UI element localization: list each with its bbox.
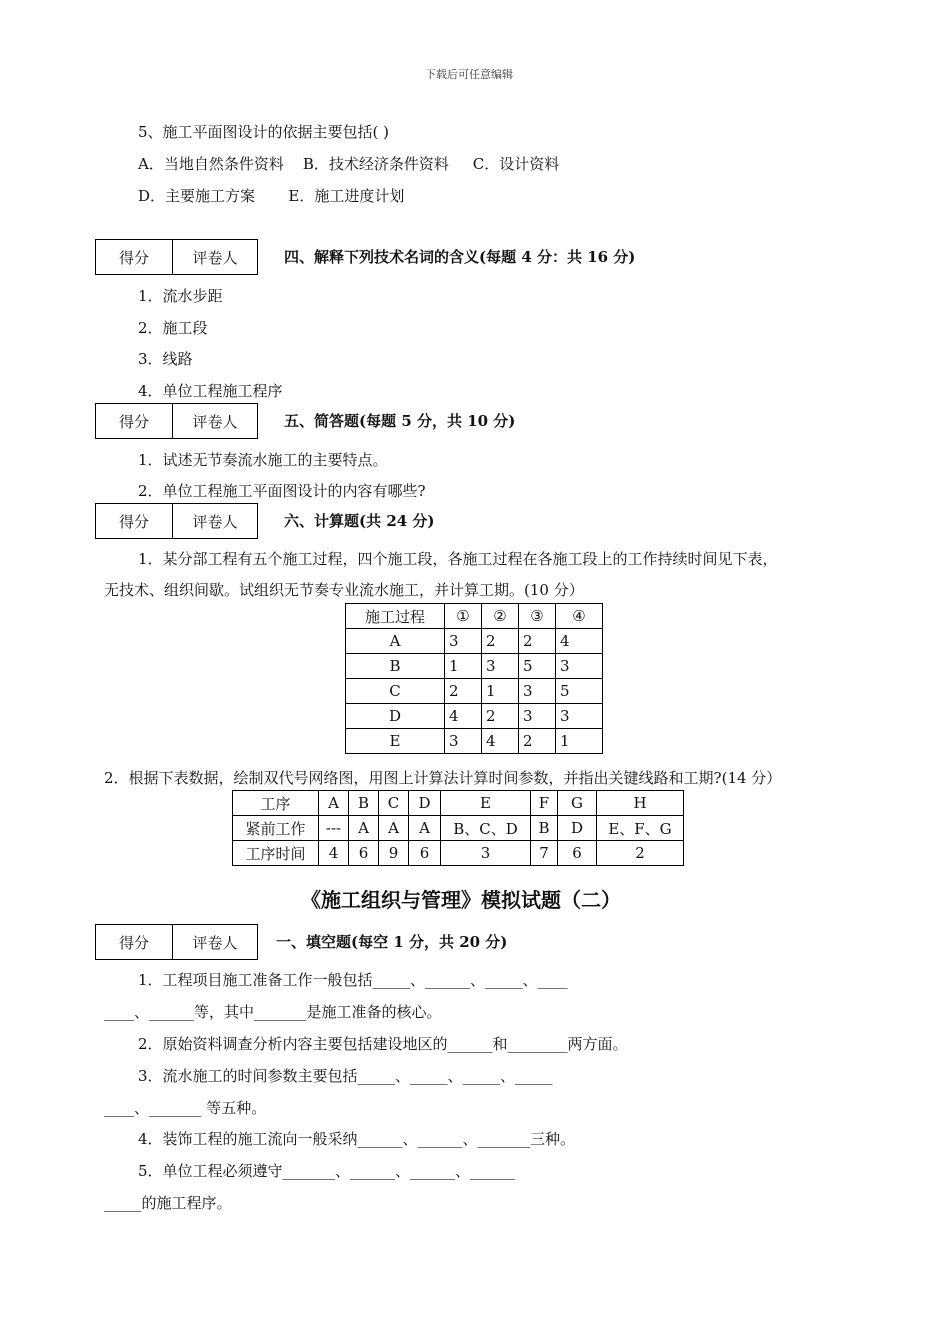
network-table <box>232 790 684 866</box>
fill-blank-line: 1．工程项目施工准备工作一般包括_____、______、_____、____ <box>138 971 568 989</box>
fill-blank-line: 4．装饰工程的施工流向一般采纳______、______、_______三种。 <box>138 1130 576 1148</box>
table-row <box>346 629 603 654</box>
table-cell: D <box>346 704 445 729</box>
table-cell: 6 <box>409 841 441 866</box>
table-cell: 3 <box>556 654 603 679</box>
table-cell: 3 <box>519 679 556 704</box>
table-header: ① <box>445 604 482 629</box>
section5-item: 1．试述无节奏流水施工的主要特点。 <box>138 451 388 469</box>
table-row <box>233 816 684 841</box>
table-row <box>346 679 603 704</box>
table-cell: 2 <box>482 704 519 729</box>
section6-q2: 2．根据下表数据，绘制双代号网络图，用图上计算法计算时间参数，并指出关键线路和工期?(14 分） <box>104 769 782 787</box>
table-cell: 4 <box>556 629 603 654</box>
table-cell: 5 <box>519 654 556 679</box>
fill-blank-line: _____的施工程序。 <box>104 1194 232 1212</box>
table-cell: 3 <box>441 841 531 866</box>
grader-label: 评卷人 <box>192 412 238 431</box>
score-label: 得分 <box>96 240 173 274</box>
score-box <box>95 503 258 539</box>
table-cell: A <box>349 816 379 841</box>
table-row <box>346 704 603 729</box>
grader-label: 评卷人 <box>192 933 238 952</box>
table-cell: B、C、D <box>441 816 531 841</box>
table-cell: 7 <box>531 841 558 866</box>
table-cell: 3 <box>445 629 482 654</box>
table-header: ② <box>482 604 519 629</box>
score-box <box>95 239 258 275</box>
section5-title: 五、简答题(每题 5 分，共 10 分) <box>284 412 516 430</box>
section4-item: 4．单位工程施工程序 <box>138 382 283 400</box>
duration-table <box>345 603 603 754</box>
table-cell: F <box>531 791 558 816</box>
table-cell: --- <box>319 816 349 841</box>
table-row <box>233 841 684 866</box>
table-cell: 3 <box>482 654 519 679</box>
section6-q1-line2: 无技术、组织间歇。试组织无节奏专业流水施工，并计算工期。(10 分） <box>104 581 584 599</box>
section6-q1-line1: 1．某分部工程有五个施工过程，四个施工段，各施工过程在各施工段上的工作持续时间见下表， <box>138 550 778 568</box>
table-cell: H <box>597 791 684 816</box>
fill-blank-line: 3．流水施工的时间参数主要包括_____、_____、_____、_____ <box>138 1067 553 1085</box>
score-box <box>95 403 258 439</box>
table-cell: 4 <box>482 729 519 754</box>
table-cell: 1 <box>556 729 603 754</box>
table-cell: B <box>346 654 445 679</box>
table-cell: 2 <box>445 679 482 704</box>
table-cell: B <box>531 816 558 841</box>
score-label: 得分 <box>96 504 173 538</box>
table-cell: G <box>558 791 597 816</box>
table-header: ③ <box>519 604 556 629</box>
table-cell: A <box>319 791 349 816</box>
table-cell: A <box>379 816 409 841</box>
table-cell: 2 <box>482 629 519 654</box>
table-cell: 6 <box>349 841 379 866</box>
score-box <box>95 924 258 960</box>
table-cell: 6 <box>558 841 597 866</box>
table-cell: 3 <box>556 704 603 729</box>
table-cell: 工序时间 <box>233 841 319 866</box>
table-cell: E <box>441 791 531 816</box>
section4-item: 2．施工段 <box>138 319 208 337</box>
table-cell: 3 <box>445 729 482 754</box>
header-note: 下载后可任意编辑 <box>425 68 513 81</box>
table-cell: 1 <box>445 654 482 679</box>
table-cell: 2 <box>519 729 556 754</box>
table-row <box>346 729 603 754</box>
section5-item: 2．单位工程施工平面图设计的内容有哪些? <box>138 482 426 500</box>
table-cell: 5 <box>556 679 603 704</box>
table-cell: C <box>379 791 409 816</box>
table-cell: E、F、G <box>597 816 684 841</box>
table-cell: E <box>346 729 445 754</box>
q5-options-line1: A．当地自然条件资料 B．技术经济条件资料 C．设计资料 <box>138 155 560 173</box>
table-header: 施工过程 <box>346 604 445 629</box>
section4-item: 3．线路 <box>138 350 193 368</box>
grader-label: 评卷人 <box>192 248 238 267</box>
table-cell: 2 <box>519 629 556 654</box>
section4-title: 四、解释下列技术名词的含义(每题 4 分：共 16 分) <box>284 248 636 266</box>
grader-label: 评卷人 <box>192 512 238 531</box>
table-cell: 3 <box>519 704 556 729</box>
q5-options-line2: D．主要施工方案 E．施工进度计划 <box>138 187 405 205</box>
table-row <box>346 604 603 629</box>
table-cell: 工序 <box>233 791 319 816</box>
table-cell: 4 <box>445 704 482 729</box>
exam2-title: 《施工组织与管理》模拟试题（二） <box>301 888 621 912</box>
fill-blank-line: 2．原始资料调查分析内容主要包括建设地区的______和________两方面。 <box>138 1035 628 1053</box>
table-row <box>233 791 684 816</box>
table-cell: D <box>409 791 441 816</box>
exam2-section1-title: 一、填空题(每空 1 分，共 20 分) <box>276 933 508 951</box>
fill-blank-line: 5．单位工程必须遵守_______、______、______、______ <box>138 1162 516 1180</box>
table-cell: 紧前工作 <box>233 816 319 841</box>
table-cell: C <box>346 679 445 704</box>
table-cell: 4 <box>319 841 349 866</box>
score-label: 得分 <box>96 404 173 438</box>
table-cell: 9 <box>379 841 409 866</box>
section6-title: 六、计算题(共 24 分) <box>284 512 435 530</box>
table-cell: 1 <box>482 679 519 704</box>
score-label: 得分 <box>96 925 173 959</box>
fill-blank-line: ____、_______ 等五种。 <box>104 1099 267 1117</box>
table-header: ④ <box>556 604 603 629</box>
table-row <box>346 654 603 679</box>
table-cell: B <box>349 791 379 816</box>
fill-blank-line: ____、______等，其中_______是施工准备的核心。 <box>104 1003 442 1021</box>
table-cell: 2 <box>597 841 684 866</box>
table-cell: A <box>409 816 441 841</box>
section4-item: 1．流水步距 <box>138 287 223 305</box>
q5-stem: 5、施工平面图设计的依据主要包括( ) <box>138 123 390 141</box>
table-cell: D <box>558 816 597 841</box>
table-cell: A <box>346 629 445 654</box>
